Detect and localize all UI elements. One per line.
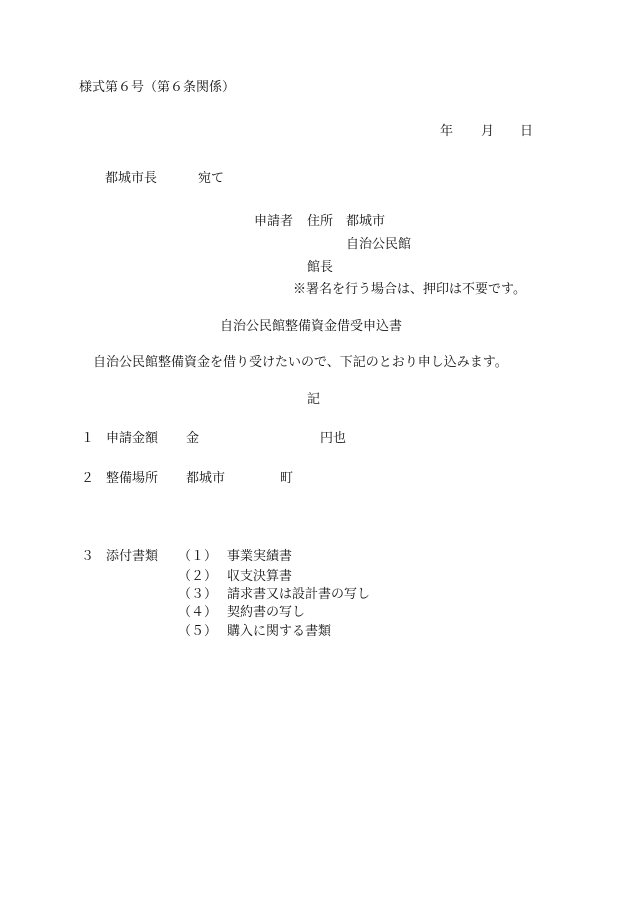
attachment-text: 契約書の写し [227, 605, 306, 620]
addressee-name: 都城市長 [105, 171, 158, 186]
item-label: 添付書類 [106, 549, 159, 564]
amount-prefix: 金 [186, 431, 200, 446]
location-town: 町 [280, 471, 294, 486]
attachment-text: 事業実績書 [227, 549, 293, 564]
item-label: 申請金額 [106, 431, 159, 446]
address-label: 住所 [307, 214, 334, 229]
address-city: 都城市 [346, 214, 386, 229]
document-title: 自治公民館整備資金借受申込書 [220, 319, 403, 334]
item-number: ２ [81, 471, 95, 486]
body-text: 自治公民館整備資金を借り受けたいので、下記のとおり申し込みます。 [93, 355, 508, 370]
location-city: 都城市 [186, 471, 226, 486]
attachment-text: 収支決算書 [227, 569, 293, 584]
ki-heading: 記 [307, 392, 321, 407]
attachment-number: （５） [178, 624, 218, 639]
item-number: ３ [81, 549, 95, 564]
attachment-number: （３） [178, 587, 218, 602]
attachment-text: 請求書又は設計書の写し [227, 587, 371, 602]
applicant-label: 申請者 [254, 214, 294, 229]
date-day: 日 [520, 124, 534, 139]
attachment-number: （１） [178, 549, 218, 564]
date-year: 年 [440, 124, 454, 139]
item-label: 整備場所 [106, 471, 159, 486]
applicant-organization: 自治公民館 [346, 237, 412, 252]
applicant-title: 館長 [307, 260, 334, 275]
attachment-number: （２） [178, 569, 218, 584]
attachment-text: 購入に関する書類 [227, 624, 332, 639]
attachment-number: （４） [178, 605, 218, 620]
form-number: 様式第６号（第６条関係） [79, 80, 236, 95]
amount-suffix: 円也 [320, 431, 347, 446]
addressee-suffix: 宛て [198, 171, 225, 186]
signature-note: ※署名を行う場合は、押印は不要です。 [293, 282, 526, 297]
date-month: 月 [481, 124, 495, 139]
item-number: １ [81, 431, 95, 446]
